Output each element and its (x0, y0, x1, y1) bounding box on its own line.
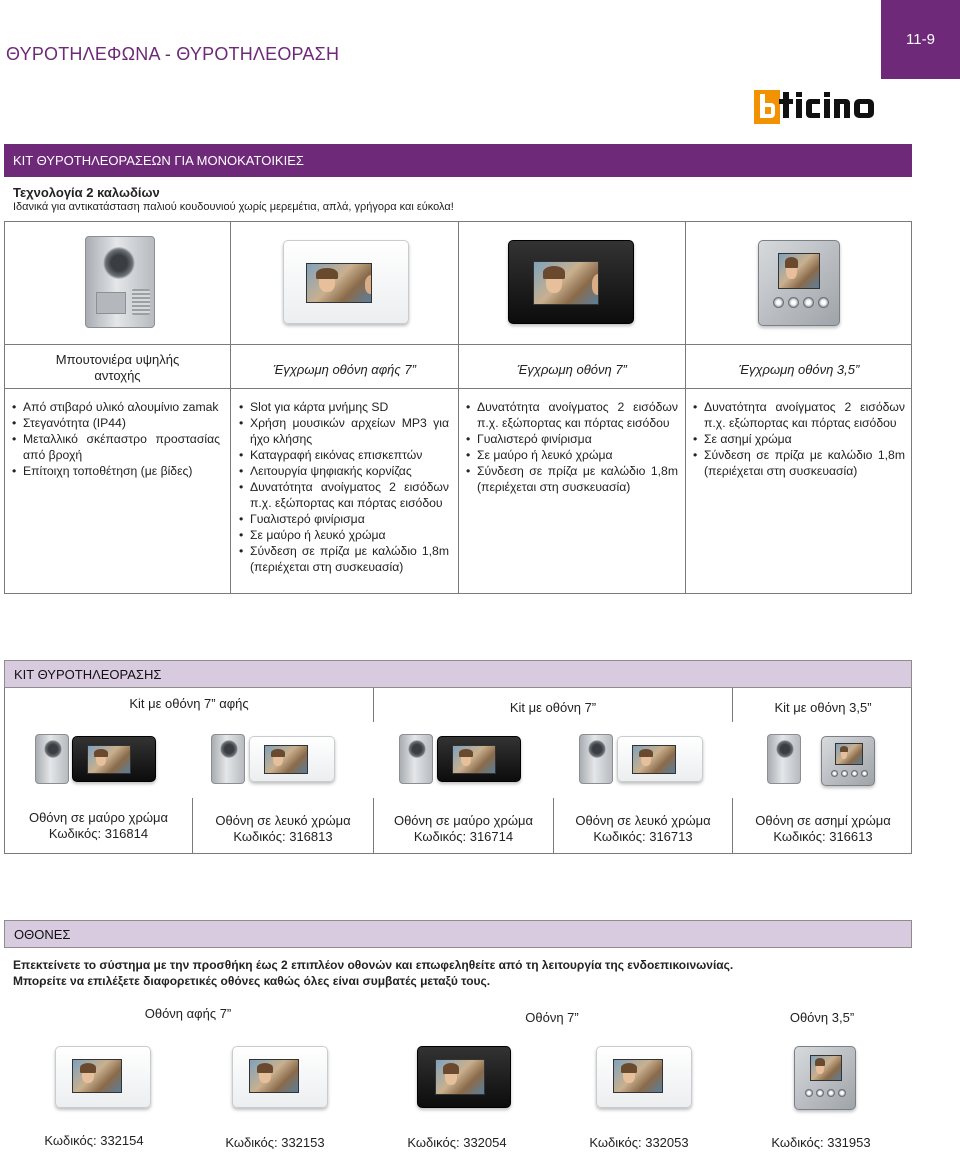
screen-image-332154 (55, 1046, 151, 1108)
feature-item: • Δυνατότητα ανοίγματος 2 εισόδων π.χ. εξώπορτας και πόρτας εισόδου (693, 399, 905, 431)
kit-group-3-5: Kit με οθόνη 3,5” (774, 700, 872, 715)
kit-code: Κωδικός: 316613 (773, 829, 873, 844)
feature-item: • Slot για κάρτα μνήμης SD (239, 399, 449, 415)
feature-item: • Από στιβαρό υλικό αλουμίνιο zamak (12, 399, 220, 415)
feature-item: • Σύνδεση σε πρίζα με καλώδιο 1,8m (περιέχεται στη συσκευασία) (239, 543, 449, 575)
screen-code: Κωδικός: 331953 (771, 1135, 871, 1150)
screen-image-332053 (596, 1046, 692, 1108)
monitor-silver-3-5 (758, 240, 840, 326)
screen-group-3-5: Οθόνη 3,5” (789, 1010, 855, 1025)
screen-code: Κωδικός: 332054 (407, 1135, 507, 1150)
page-title: ΘΥΡΟΤΗΛΕΦΩΝΑ - ΘΥΡΟΤΗΛΕΟΡΑΣΗ (6, 44, 340, 64)
feature-item: • Επίτοιχη τοποθέτηση (με βίδες) (12, 463, 220, 479)
screen-code: Κωδικός: 332153 (225, 1135, 325, 1150)
screen-image-332153 (232, 1046, 328, 1108)
features-3-5 (693, 399, 905, 479)
touch-screen-monitor-white (283, 240, 409, 324)
feature-item: • Δυνατότητα ανοίγματος 2 εισόδων π.χ. εξώπορτας και πόρτας εισόδου (239, 479, 449, 511)
kit-group-touch-7: Kit με οθόνη 7” αφής (129, 696, 249, 711)
kit-caption-line1: Οθόνη σε ασημί χρώμα (755, 813, 891, 828)
feature-item: • Σύνδεση σε πρίζα με καλώδιο 1,8m (περιέχεται στη συσκευασία) (693, 447, 905, 479)
feature-item: • Δυνατότητα ανοίγματος 2 εισόδων π.χ. εξώπορτας και πόρτας εισόδου (466, 399, 678, 431)
kit-caption-line1: Οθόνη σε λευκό χρώμα (575, 813, 711, 828)
screen-group-touch-7: Οθόνη αφής 7” (144, 1006, 232, 1021)
column-title-line1: Μπουτονιέρα υψηλής (55, 352, 180, 367)
feature-item: • Χρήση μουσικών αρχείων MP3 για ήχο κλήσης (239, 415, 449, 447)
feature-item: • Λειτουργία ψηφιακής κορνίζας (239, 463, 449, 479)
kit-caption (5, 810, 192, 842)
screen-code: Κωδικός: 332053 (589, 1135, 689, 1150)
features-touch-7 (239, 399, 449, 575)
feature-item: • Γυαλιστερό φινίρισμα (466, 431, 678, 447)
features-door-panel (12, 399, 220, 479)
column-title-door-panel (5, 352, 230, 384)
column-title-line2: αντοχής (94, 368, 141, 383)
bticino-logo (754, 90, 914, 124)
door-entry-panel (85, 236, 155, 328)
apartment-kits-table (4, 221, 912, 594)
column-title-7: Έγχρωμη οθόνη 7” (517, 362, 627, 377)
feature-item: • Καταγραφή εικόνας επισκεπτών (239, 447, 449, 463)
kit-code: Κωδικός: 316814 (48, 826, 149, 841)
screen-image-331953 (794, 1046, 856, 1110)
kit-group-7: Kit με οθόνη 7” (509, 700, 597, 715)
feature-item: • Σε μαύρο ή λευκό χρώμα (239, 527, 449, 543)
kit-caption-line1: Οθόνη σε μαύρο χρώμα (28, 810, 169, 825)
kit-caption-line1: Οθόνη σε λευκό χρώμα (215, 813, 351, 828)
kit-code: Κωδικός: 316813 (233, 829, 333, 844)
kit-caption (733, 813, 913, 845)
feature-item: • Μεταλλικό σκέπαστρο προστασίας από βροχή (12, 431, 220, 463)
screens-description-2: Μπορείτε να επιλέξετε διαφορετικές οθόνες καθώς όλες είναι συμβατές μεταξύ τους. (13, 974, 491, 988)
kit-caption (554, 813, 732, 845)
section-heading-screens: ΟΘΟΝΕΣ (4, 920, 912, 948)
feature-item: • Σε ασημί χρώμα (693, 431, 905, 447)
feature-item: • Στεγανότητα (IP44) (12, 415, 220, 431)
screen-code: Κωδικός: 332154 (44, 1133, 144, 1148)
video-kits-table (4, 688, 912, 854)
screens-description-1: Επεκτείνετε το σύστημα με την προσθήκη έως 2 επιπλέον οθονών και επωφεληθείτε από τη λειτουργία της ενδοεπικοινωνίας. (13, 958, 734, 972)
features-7 (466, 399, 678, 495)
kit-code: Κωδικός: 316714 (413, 829, 514, 844)
column-title-3-5: Έγχρωμη οθόνη 3,5” (738, 362, 860, 377)
screen-image-332054 (417, 1046, 511, 1108)
technology-label: Τεχνολογία 2 καλωδίων (13, 185, 160, 200)
section-heading-apartment-kits: ΚΙΤ ΘΥΡΟΤΗΛΕΟΡΑΣΕΩΝ ΓΙΑ ΜΟΝΟΚΑΤΟΙΚΙΕΣ (4, 144, 912, 177)
column-title-touch-7: Έγχρωμη οθόνη αφής 7” (273, 362, 416, 377)
feature-item: • Σύνδεση σε πρίζα με καλώδιο 1,8m (περιέχεται στη συσκευασία) (466, 463, 678, 495)
feature-item: • Γυαλιστερό φινίρισμα (239, 511, 449, 527)
monitor-black (508, 240, 634, 324)
kit-caption-line1: Οθόνη σε μαύρο χρώμα (393, 813, 534, 828)
section-heading-video-kits: ΚΙΤ ΘΥΡΟΤΗΛΕΟΡΑΣΗΣ (4, 660, 912, 688)
screen-group-7: Οθόνη 7” (525, 1010, 579, 1025)
feature-item: • Σε μαύρο ή λευκό χρώμα (466, 447, 678, 463)
kit-caption (193, 813, 373, 845)
kit-caption (374, 813, 553, 845)
page-number: 11-9 (881, 0, 960, 79)
tagline: Ιδανικά για αντικατάσταση παλιού κουδουνιού χωρίς μερεμέτια, απλά, γρήγορα και εύκολα! (13, 201, 454, 213)
kit-code: Κωδικός: 316713 (593, 829, 693, 844)
